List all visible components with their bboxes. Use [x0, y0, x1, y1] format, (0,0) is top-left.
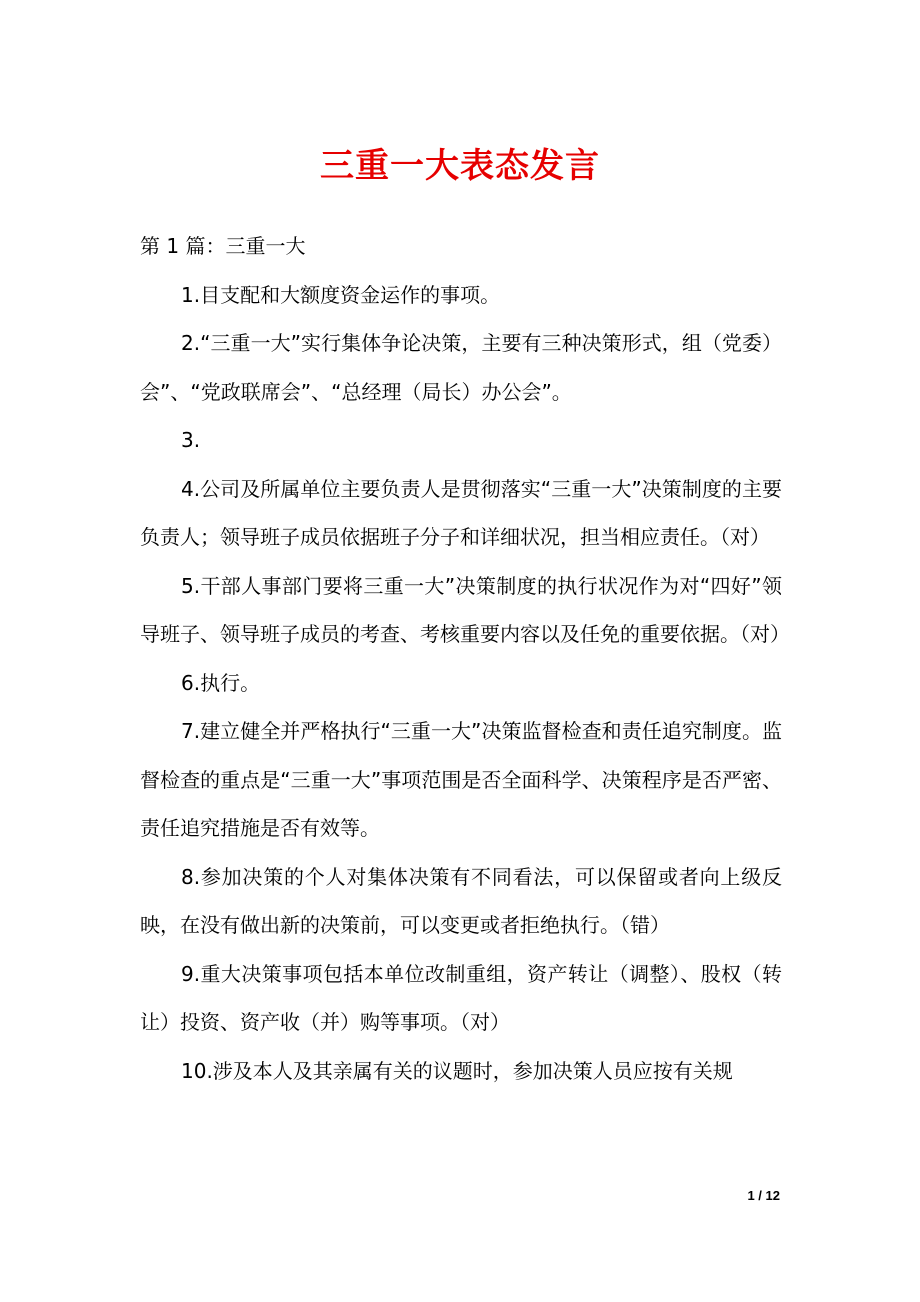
paragraph-6: 6.执行。 — [181, 670, 261, 695]
paragraph-2: 2.“三重一大”实行集体争论决策，主要有三种决策形式，组（党委）会”、“党政联席会”、“总经理（局长）办公会”。 — [140, 331, 782, 404]
document-body — [140, 222, 790, 1095]
paragraph-1: 1.目支配和大额度资金运作的事项。 — [181, 282, 501, 307]
page-number: 1 / 12 — [747, 1188, 780, 1203]
section-heading: 第 1 篇：三重一大 — [140, 234, 306, 258]
paragraph-4: 4.公司及所属单位主要负责人是贯彻落实“三重一大”决策制度的主要负责人；领导班子成员依据班子分子和详细状况，担当相应责任。（对） — [140, 476, 782, 549]
paragraph-8: 8.参加决策的个人对集体决策有不同看法，可以保留或者向上级反映，在没有做出新的决策前，可以变更或者拒绝执行。（错） — [140, 864, 782, 937]
paragraph-9: 9.重大决策事项包括本单位改制重组，资产转让（调整）、股权（转让）投资、资产收（并）购等事项。（对） — [140, 961, 782, 1034]
document-title: 三重一大表态发言 — [320, 146, 600, 186]
paragraph-10: 10.涉及本人及其亲属有关的议题时，参加决策人员应按有关规 — [181, 1058, 733, 1083]
paragraph-3: 3. — [181, 428, 201, 452]
paragraph-7: 7.建立健全并严格执行“三重一大”决策监督检查和责任追究制度。监督检查的重点是“三重一大”事项范围是否全面科学、决策程序是否严密、责任追究措施是否有效等。 — [140, 719, 782, 840]
paragraph-5: 5.干部人事部门要将三重一大”决策制度的执行状况作为对“四好”领导班子、领导班子成员的考查、考核重要内容以及任免的重要依据。（对） — [140, 573, 790, 646]
